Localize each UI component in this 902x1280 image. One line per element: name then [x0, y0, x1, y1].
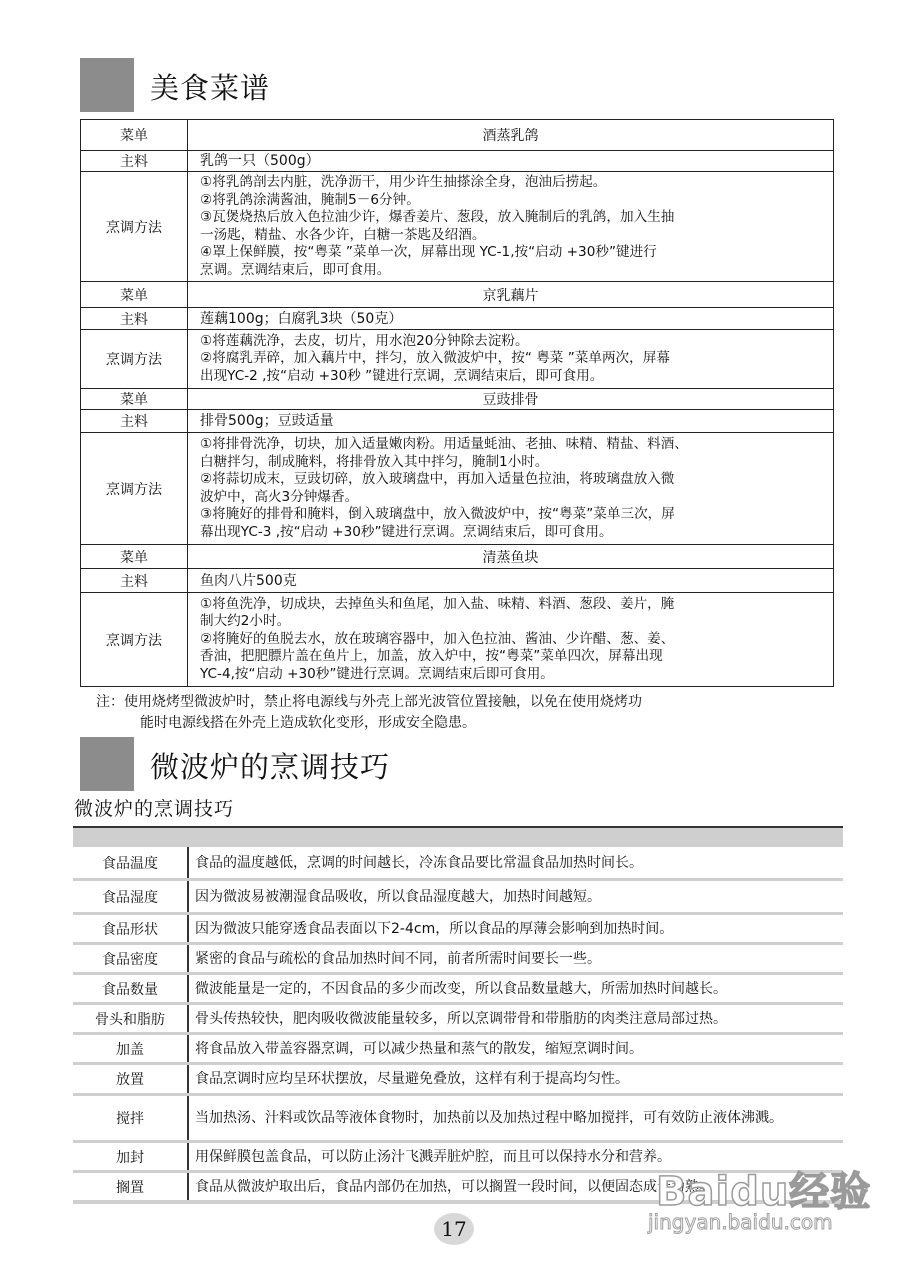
tip-text: 食品从微波炉取出后，食品内部仍在加热，可以搁置一段时间，以便固态成千为熟。	[189, 1173, 843, 1200]
method-line: ①将乳鸽剖去内脏，洗净沥干，用少许生抽搽涂全身，泡油后捞起。	[200, 174, 607, 190]
note-line: 能时电源线搭在外壳上造成软化变形，形成安全隐患。	[140, 715, 476, 731]
main-ingredient-label: 主料	[81, 151, 188, 172]
table-row	[73, 847, 843, 878]
tip-label: 食品温度	[73, 847, 189, 878]
tips-panel	[73, 826, 843, 1204]
method-line: 制大约2小时。	[200, 613, 291, 630]
method-line: 出现YC-2 ,按“启动 +30秒 ”键进行烹调，烹调结束后，即可食用。	[200, 367, 604, 384]
table-row	[73, 1096, 843, 1140]
tip-text: 微波能量是一定的，不因食品的多少而改变，所以食品数量越大，所需加热时间越长。	[189, 975, 843, 1002]
method-line: 一汤匙，精盐、水各少许，白糖一茶匙及绍酒。	[200, 226, 486, 243]
method-text	[188, 593, 834, 687]
main-ingredient: 排骨500g；豆豉适量	[188, 410, 834, 433]
table-row	[81, 151, 834, 172]
note-line: 注：使用烧烤型微波炉时，禁止将电源线与外壳上部光波管位置接触，以免在使用烧烤功	[96, 694, 642, 710]
table-row	[73, 915, 843, 942]
method-text	[188, 433, 834, 545]
table-row	[73, 881, 843, 912]
tip-label: 加封	[73, 1143, 189, 1170]
tip-label: 放置	[73, 1065, 189, 1093]
table-row	[81, 569, 834, 593]
table-row	[81, 308, 834, 330]
table-row	[73, 1005, 843, 1032]
tip-label: 食品形状	[73, 915, 189, 942]
tip-label: 骨头和脂肪	[73, 1005, 189, 1032]
main-ingredient: 乳鸽一只（500g）	[188, 151, 834, 172]
method-line: 香油，把肥膘片盖在鱼片上，加盖，放入炉中，按“粤菜”菜单四次，屏幕出现	[200, 648, 663, 665]
tip-text: 骨头传热较快，肥肉吸收微波能量较多，所以烹调带骨和带脂肪的肉类注意局部过热。	[189, 1005, 843, 1032]
method-label: 烹调方法	[81, 330, 188, 389]
table-row	[81, 282, 834, 308]
menu-label: 菜单	[81, 120, 188, 151]
table-row	[81, 545, 834, 569]
tip-label: 食品密度	[73, 945, 189, 972]
method-label: 烹调方法	[81, 433, 188, 545]
method-label: 烹调方法	[81, 593, 188, 687]
method-line: YC-4,按“启动 +30秒”键进行烹调。烹调结束后即可食用。	[200, 665, 554, 682]
tip-text: 将食品放入带盖容器烹调，可以减少热量和蒸气的散发，缩短烹调时间。	[189, 1035, 843, 1062]
method-line: ②将腌好的鱼脱去水，放在玻璃容器中，加入色拉油、酱油、少许醋、葱、姜、	[200, 630, 675, 647]
main-ingredient: 莲藕100g；白腐乳3块（50克）	[188, 308, 834, 330]
table-row	[81, 389, 834, 410]
tip-label: 搁置	[73, 1173, 189, 1200]
table-row	[73, 1065, 843, 1093]
main-ingredient: 鱼肉八片500克	[188, 569, 834, 593]
menu-label: 菜单	[81, 389, 188, 410]
watermark-url: jingyan.baidu.com	[648, 1210, 833, 1234]
method-line: ③瓦煲烧热后放入色拉油少许，爆香姜片、葱段，放入腌制后的乳鸽，加入生抽	[200, 209, 675, 225]
section-title-recipes: 美食菜谱	[150, 71, 271, 105]
tip-text: 紧密的食品与疏松的食品加热时间不同，前者所需时间要长一些。	[189, 945, 843, 972]
safety-note	[96, 692, 836, 734]
table-row	[81, 172, 834, 282]
method-line: ①将莲藕洗净，去皮，切片，用水泡20分钟除去淀粉。	[200, 332, 529, 349]
main-ingredient-label: 主料	[81, 569, 188, 593]
method-label: 烹调方法	[81, 172, 188, 282]
tip-label: 加盖	[73, 1035, 189, 1062]
table-row	[81, 433, 834, 545]
menu-label: 菜单	[81, 545, 188, 569]
tip-text: 食品的温度越低，烹调的时间越长，冷冻食品要比常温食品加热时间长。	[189, 847, 843, 878]
method-text	[188, 330, 834, 389]
method-line: 烹调。烹调结束后，即可食用。	[200, 261, 391, 278]
method-line: 波炉中，高火3分钟爆香。	[200, 488, 359, 505]
method-line: ③将腌好的排骨和腌料，倒入玻璃盘中，放入微波炉中，按“粤菜”菜单三次，屏	[200, 506, 675, 522]
tip-text: 因为微波只能穿透食品表面以下2-4cm，所以食品的厚薄会影响到加热时间。	[189, 915, 843, 942]
method-line: ②将腐乳弄碎，加入藕片中，拌匀，放入微波炉中，按“ 粤菜 ”菜单两次，屏幕	[200, 350, 670, 367]
page-number: 17	[434, 1213, 474, 1245]
heading-gray-block	[80, 737, 134, 791]
method-line: ②将乳鸽涂满酱油，腌制5－6分钟。	[200, 191, 420, 208]
dish-name: 豆豉排骨	[188, 389, 834, 410]
tip-label: 搅拌	[73, 1096, 189, 1140]
table-row	[81, 410, 834, 433]
table-row	[81, 120, 834, 151]
recipes-table	[80, 119, 834, 687]
menu-label: 菜单	[81, 282, 188, 308]
section-title-tips: 微波炉的烹调技巧	[150, 750, 391, 784]
dish-name: 清蒸鱼块	[188, 545, 834, 569]
tip-text: 食品烹调时应均呈环状摆放，尽量避免叠放，这样有利于提高均匀性。	[189, 1065, 843, 1093]
tips-subtitle: 微波炉的烹调技巧	[74, 798, 235, 820]
table-row	[73, 975, 843, 1002]
tip-text: 因为微波易被潮湿食品吸收，所以食品湿度越大，加热时间越短。	[189, 881, 843, 912]
table-row	[73, 945, 843, 972]
main-ingredient-label: 主料	[81, 308, 188, 330]
baidu-watermark	[648, 1150, 872, 1250]
tip-text: 当加热汤、汁料或饮品等液体食物时，加热前以及加热过程中略加搅拌，可有效防止液体沸溅。	[189, 1096, 843, 1140]
method-line: 幕出现YC-3 ,按“启动 +30秒”键进行烹调。烹调结束后，即可食用。	[200, 523, 613, 540]
heading-gray-block	[80, 58, 134, 112]
main-ingredient-label: 主料	[81, 410, 188, 433]
table-row	[81, 330, 834, 389]
tip-label: 食品数量	[73, 975, 189, 1002]
table-row	[81, 593, 834, 687]
method-line: ②将蒜切成末，豆豉切碎，放入玻璃盘中，再加入适量色拉油，将玻璃盘放入微	[200, 471, 675, 487]
method-line: ①将鱼洗净，切成块，去掉鱼头和鱼尾，加入盐、味精、料酒、葱段、姜片，腌	[200, 595, 675, 612]
table-row	[73, 1035, 843, 1062]
tip-text: 用保鲜膜包盖食品，可以防止汤汁飞溅弄脏炉腔，而且可以保持水分和营养。	[189, 1143, 843, 1170]
dish-name: 京乳藕片	[188, 282, 834, 308]
method-line: ④罩上保鲜膜，按“粤菜 ”菜单一次，屏幕出现 YC-1,按“启动 +30秒”键进行	[200, 244, 657, 260]
method-line: 白糖拌匀，制成腌料，将排骨放入其中拌匀，腌制1小时。	[200, 453, 549, 470]
dish-name: 酒蒸乳鸽	[188, 120, 834, 151]
watermark-logo: Baidu经验	[656, 1169, 872, 1215]
tip-label: 食品湿度	[73, 881, 189, 912]
method-line: ①将排骨洗净，切块，加入适量嫩肉粉。用适量蚝油、老抽、味精、精盐、料酒、	[200, 436, 688, 452]
method-text	[188, 172, 834, 282]
